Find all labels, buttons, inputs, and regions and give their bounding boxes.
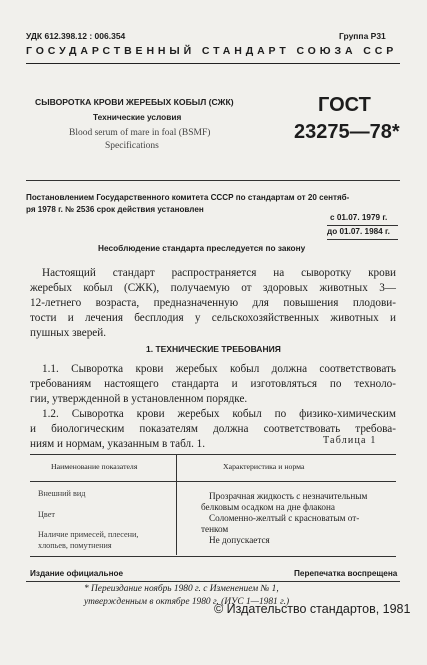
intro-line: пушных зверей. [30, 327, 107, 339]
document-subtitle: Технические условия [93, 112, 182, 122]
effective-to: до 01.07. 1984 г. [327, 227, 390, 236]
table-cell-norm: Не допускается [209, 535, 270, 545]
decree-line-1: Постановлением Государственного комитета СССР по стандартам от 20 сентяб- [26, 193, 350, 202]
reissue-note-line-2: утвержденным в октябре 1980 г. (ИУС 1—1981 г.) [84, 597, 290, 607]
title-english: Blood serum of mare in foal (BSMF) [69, 128, 211, 138]
subtitle-english: Specifications [105, 141, 159, 151]
table-header-name: Наименование показателя [51, 462, 138, 471]
table-cell-norm: Прозрачная жидкость с незначительным [209, 491, 368, 501]
section-line: требованиям настоящего стандарта и изготовляться по техноло- [30, 378, 396, 390]
intro-line: Настоящий стандарт распространяется на сыворотку крови [42, 267, 396, 279]
gost-number: 23275—78* [294, 121, 400, 143]
intro-line: 12-летнего возраста, предназначенную для повышения плодови- [30, 297, 396, 309]
effective-from: с 01.07. 1979 г. [330, 213, 388, 222]
effective-rule-2 [327, 239, 398, 240]
intro-line: тости и лечения бесплодия у сельскохозяйственных животных и [30, 312, 396, 324]
table-header-norm: Характеристика и норма [223, 462, 305, 471]
document-title: СЫВОРОТКА КРОВИ ЖЕРЕБЫХ КОБЫЛ (СЖК) [35, 97, 234, 107]
table-column-divider [176, 454, 177, 555]
table-cell-norm: тенком [201, 524, 229, 534]
table-cell-norm: белковым осадком на дне флакона [201, 502, 335, 512]
section-line: и биологическим показателям должна соответствовать требова- [30, 423, 396, 435]
table-caption: Таблица 1 [323, 435, 377, 446]
official-edition: Издание официальное [30, 569, 124, 578]
table-cell-norm: Соломенно-желтый с красноватым от- [209, 513, 360, 523]
intro-line: жеребых кобыл (СЖК), получаемую от здоровых животных 3— [30, 282, 396, 294]
footer-rule [26, 581, 400, 582]
section-heading: 1. ТЕХНИЧЕСКИЕ ТРЕБОВАНИЯ [146, 344, 281, 354]
header-rule [26, 63, 400, 64]
group-code: Группа Р31 [339, 31, 386, 41]
intro-paragraph [30, 266, 396, 341]
gost-label: ГОСТ [318, 94, 371, 116]
decree-line-2: ря 1978 г. № 2536 срок действия установлен [26, 205, 204, 214]
reprint-notice: Перепечатка воспрещена [294, 569, 398, 578]
table-cell-name: хлопьев, помутнения [38, 541, 112, 550]
section-line: гии, утвержденной в установленном порядке. [30, 393, 248, 405]
table-header-rule [30, 481, 396, 482]
standard-banner: ГОСУДАРСТВЕННЫЙ СТАНДАРТ СОЮЗА ССР [26, 45, 398, 57]
section-line: 1.1. Сыворотка крови жеребых кобыл должна соответствовать [42, 363, 396, 375]
table-cell-name: Внешний вид [38, 489, 86, 498]
publisher-copyright: © Издательство стандартов, 1981 [214, 602, 411, 616]
section-line: 1.2. Сыворотка крови жеребых кобыл по физико-химическим [42, 408, 396, 420]
table-cell-name: Цвет [38, 510, 55, 519]
udk-code: УДК 612.398.12 : 006.354 [26, 31, 126, 41]
reissue-note-line-1: * Переиздание ноябрь 1980 г. с Изменением № 1, [84, 584, 279, 594]
table-cell-name: Наличие примесей, плесени, [38, 530, 139, 539]
title-rule [26, 180, 400, 181]
effective-rule-1 [327, 225, 398, 226]
section-line: ниям и нормам, указанным в табл. 1. [30, 438, 206, 450]
legal-warning: Несоблюдение стандарта преследуется по закону [98, 243, 306, 253]
